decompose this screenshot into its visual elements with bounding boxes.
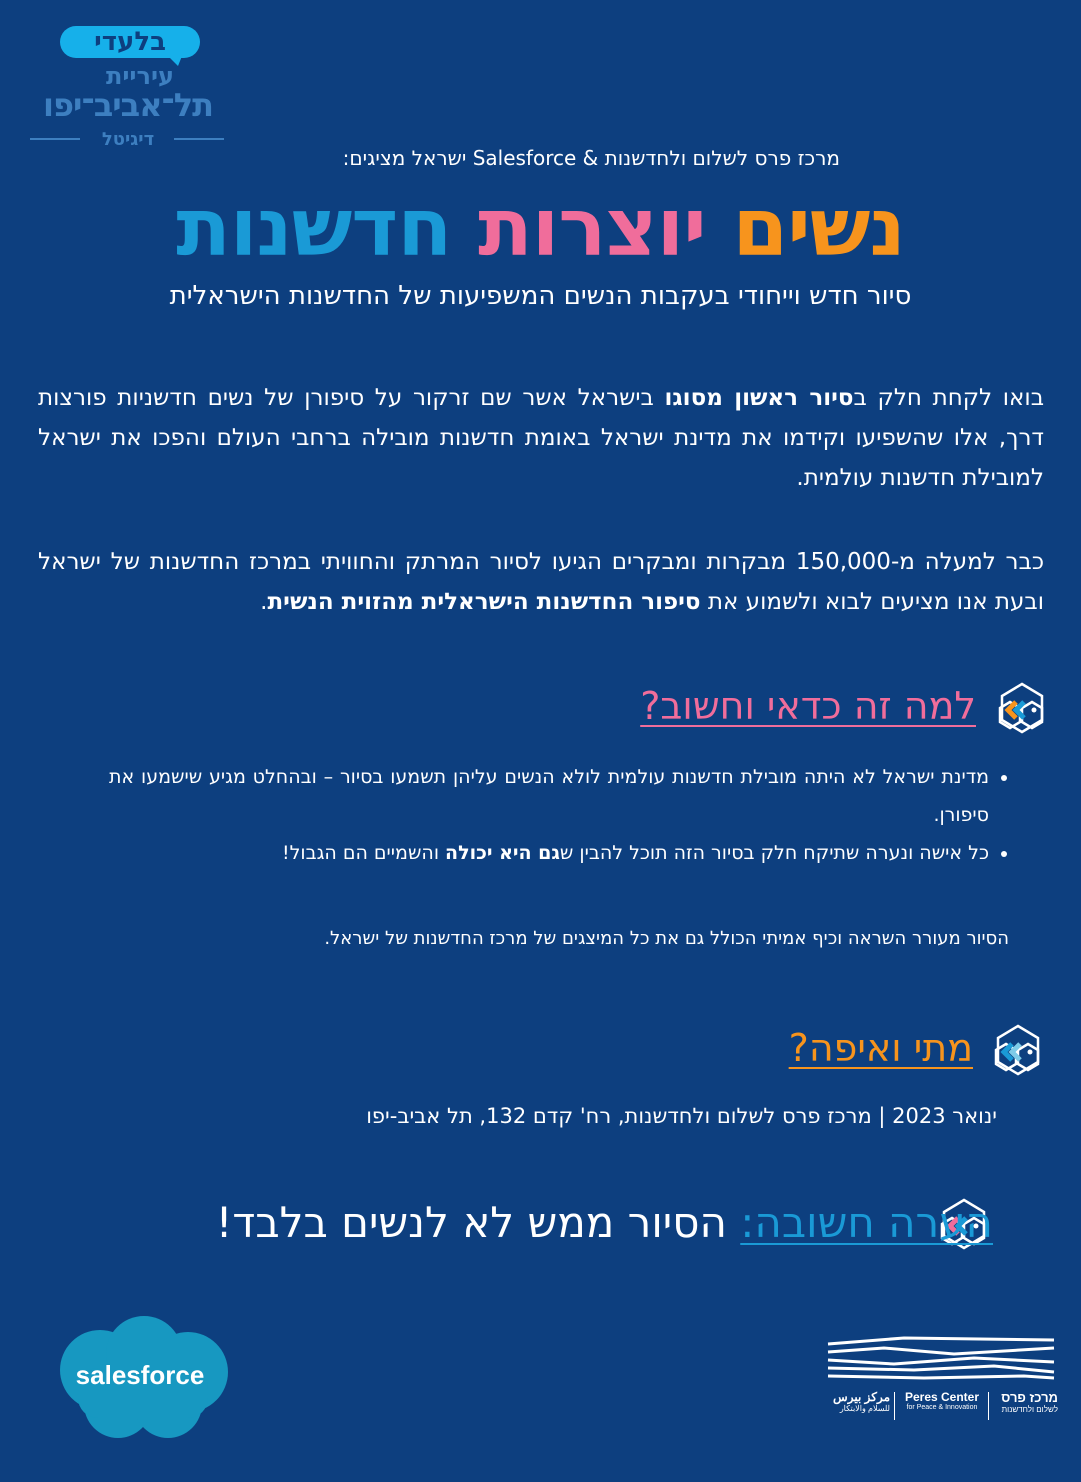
bullet-text: כל אישה ונערה שתיקח חלק בסיור הזה תוכל להבין ש (559, 842, 989, 864)
intro-text: בואו לקחת חלק ב (853, 385, 1044, 411)
presenters-line: מרכז פרס לשלום ולחדשנות & Salesforce ישראל מציגים: (342, 146, 840, 170)
divider (988, 1392, 989, 1420)
why-closing: הסיור מעורר השראה וכיף אמיתי הכולל גם את כל המיצגים של מרכז החדשנות של ישראל. (324, 928, 1009, 949)
intro-text: כבר למעלה מ-150,000 מבקרות ומבקרים הגיעו לסיור המרתק והחוויתי במרכז החדשנות של ישראל ובעת אנו מציעים לבוא ולשמוע את (38, 549, 1044, 615)
peres-ar-sub: للسلام والابتكار (839, 1404, 890, 1413)
subtitle: סיור חדש וייחודי בעקבות הנשים המשפיעות של החדשנות הישראלית (169, 281, 912, 311)
note-label: הערה חשובה: (740, 1198, 993, 1247)
why-heading: למה זה כדאי וחשוב? (640, 684, 976, 728)
peres-wave-mark (824, 1332, 1058, 1384)
peres-center-logo (824, 1332, 1058, 1428)
intro-paragraph-2 (38, 542, 1044, 622)
salesforce-logo (48, 1312, 232, 1442)
intro-highlight: סיור ראשון מסוגו (664, 385, 854, 411)
hexagon-icon (990, 1022, 1046, 1086)
intro-text: . (260, 589, 268, 615)
salesforce-wordmark: salesforce (75, 1360, 205, 1390)
title-word-innovation: חדשנות (176, 181, 452, 274)
note-text: הסיור ממש לא לנשים בלבד! (215, 1198, 741, 1247)
peres-he-sub: לשלום ולחדשנות (1001, 1405, 1058, 1414)
divider (894, 1392, 895, 1420)
intro-paragraph-1 (38, 378, 1044, 498)
tlv-logo-line3: דיגיטל (101, 129, 155, 150)
important-note (216, 1198, 993, 1247)
hexagon-icon (994, 680, 1050, 744)
bullet-text: והשמיים הם הגבול! (282, 842, 446, 864)
title-word-women: נשים (732, 181, 905, 274)
main-title (0, 178, 1081, 278)
intro-text: בישראל אשר שם זרקור על סיפורן של נשים חדשניות פורצות דרך, אלו שהשפיעו וקידמו את מדינת ישראל באומת חדשנות מובילה ברחבי העולם והפכו את ישראל למובילת חדשנות עולמית. (38, 385, 1044, 491)
tlv-logo-line1: עיריית (105, 62, 174, 90)
date-location: ינואר 2023 | מרכז פרס לשלום ולחדשנות, רח' קדם 132, תל אביב-יפו (366, 1104, 997, 1128)
peres-he-name: מרכז פרס (1001, 1390, 1058, 1405)
intro-highlight: סיפור החדשנות הישראלית מהזוית הנשית (267, 589, 701, 615)
list-item (109, 834, 989, 872)
title-word-create: יוצרות (478, 181, 706, 274)
peres-ar-name: مركز بيرس (833, 1390, 890, 1404)
tlv-logo-line2: תל־אביב־יפו (43, 86, 213, 124)
bullet-highlight: גם היא יכולה (445, 842, 560, 864)
list-item: • מדינת ישראל לא היתה מובילת חדשנות עולמית לולא הנשים עליהן תשמעו בסיור – ובהחלט מגיע שישמעו את סיפורן. (109, 758, 989, 834)
peres-en-sub: for Peace & Innovation (906, 1404, 978, 1411)
peres-en-name: Peres Center (904, 1390, 980, 1404)
tlv-logo-rule (174, 138, 224, 140)
tlv-digital-logo (26, 26, 226, 156)
when-heading: מתי ואיפה? (788, 1026, 973, 1070)
why-bullet-list (109, 758, 1011, 872)
exclusive-badge: בלעדי (60, 26, 200, 58)
tlv-logo-rule (30, 138, 80, 140)
